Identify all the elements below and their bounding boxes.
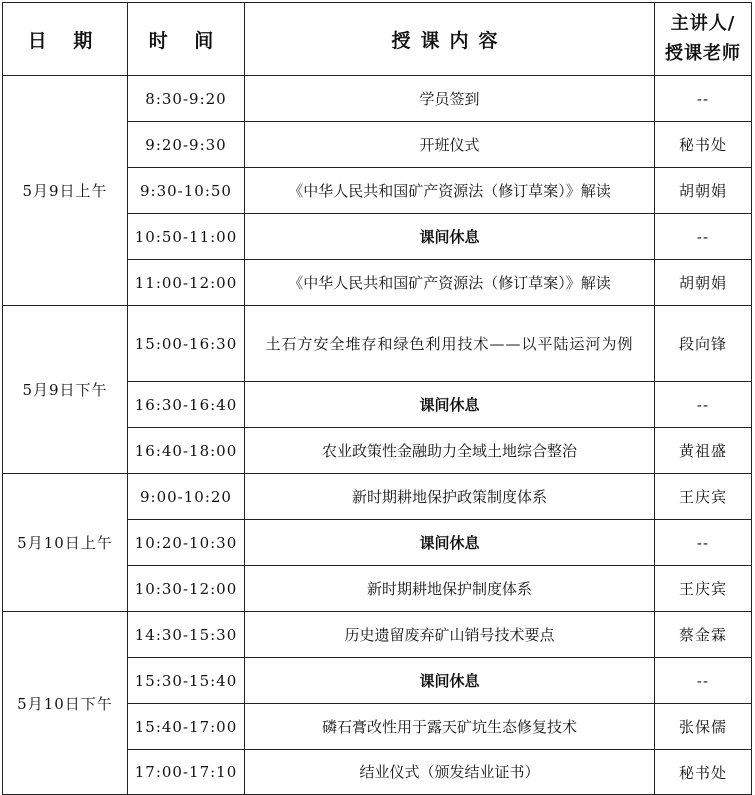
- header-time: 时 间: [128, 3, 245, 76]
- session-content-text: 磷石膏改性用于露天矿坑生态修复技术: [321, 717, 577, 736]
- session-lecturer: --: [655, 76, 752, 122]
- session-lecturer: 秘书处: [655, 750, 752, 795]
- session-content-text: 新时期耕地保护制度体系: [366, 579, 532, 598]
- header-lecturer-line1: 主讲人/: [670, 13, 736, 34]
- session-content-text: 开班仪式: [419, 135, 480, 154]
- table-row: [3, 306, 752, 382]
- session-content: [245, 76, 655, 122]
- session-content-text: 历史遗留废弃矿山销号技术要点: [344, 625, 555, 644]
- session-content: [245, 260, 655, 306]
- session-lecturer: 黄祖盛: [655, 428, 752, 474]
- session-content: [245, 474, 655, 520]
- session-lecturer: 段向锋: [655, 306, 752, 382]
- session-content: [245, 306, 655, 382]
- session-date: 5月10日下午: [3, 612, 128, 795]
- session-content: [245, 566, 655, 612]
- header-content: 授课内容: [245, 3, 655, 76]
- session-lecturer: 张保儒: [655, 704, 752, 750]
- session-date: 5月9日下午: [3, 306, 128, 474]
- session-content: [245, 122, 655, 168]
- session-time: 10:50-11:00: [128, 214, 245, 260]
- session-content-text: 《中华人民共和国矿产资源法（修订草案）》解读: [288, 273, 611, 292]
- session-time: 16:30-16:40: [128, 382, 245, 428]
- session-content-text: 课间休息: [419, 227, 480, 246]
- session-time: 8:30-9:20: [128, 76, 245, 122]
- session-content: [245, 428, 655, 474]
- session-time: 11:00-12:00: [128, 260, 245, 306]
- table-row: [3, 76, 752, 122]
- session-time: 9:00-10:20: [128, 474, 245, 520]
- session-lecturer: --: [655, 520, 752, 566]
- table-row: [3, 612, 752, 658]
- session-content-text: 农业政策性金融助力全域土地综合整治: [321, 441, 577, 460]
- session-content: [245, 214, 655, 260]
- session-lecturer: --: [655, 658, 752, 704]
- session-content: [245, 750, 655, 795]
- session-content: [245, 168, 655, 214]
- session-content-text: 结业仪式（颁发结业证书）: [359, 763, 540, 781]
- session-time: 17:00-17:10: [128, 750, 245, 795]
- session-content: [245, 658, 655, 704]
- header-row: [3, 3, 752, 76]
- header-date: 日 期: [3, 3, 128, 76]
- session-content-text: 课间休息: [419, 395, 480, 414]
- session-time: 15:00-16:30: [128, 306, 245, 382]
- session-lecturer: 胡朝娟: [655, 260, 752, 306]
- session-lecturer: 王庆宾: [655, 566, 752, 612]
- session-content: [245, 382, 655, 428]
- table-row: [3, 474, 752, 520]
- session-content-text: 《中华人民共和国矿产资源法（修订草案）》解读: [288, 181, 611, 200]
- session-content-text: 新时期耕地保护政策制度体系: [351, 487, 547, 506]
- header-lecturer: [655, 3, 752, 76]
- session-date: 5月9日上午: [3, 76, 128, 306]
- session-lecturer: 秘书处: [655, 122, 752, 168]
- session-time: 15:40-17:00: [128, 704, 245, 750]
- session-content: [245, 520, 655, 566]
- session-lecturer: 胡朝娟: [655, 168, 752, 214]
- session-content-text: 课间休息: [419, 671, 480, 690]
- session-lecturer: --: [655, 382, 752, 428]
- session-lecturer: --: [655, 214, 752, 260]
- session-time: 14:30-15:30: [128, 612, 245, 658]
- session-date: 5月10日上午: [3, 474, 128, 612]
- header-lecturer-line2: 授课老师: [665, 43, 741, 64]
- session-content-text: 学员签到: [419, 89, 480, 108]
- session-lecturer: 王庆宾: [655, 474, 752, 520]
- schedule-table: [2, 2, 752, 795]
- session-time: 9:30-10:50: [128, 168, 245, 214]
- session-time: 15:30-15:40: [128, 658, 245, 704]
- session-content-text: 课间休息: [419, 533, 480, 552]
- session-lecturer: 蔡金霖: [655, 612, 752, 658]
- session-content: [245, 704, 655, 750]
- session-time: 9:20-9:30: [128, 122, 245, 168]
- session-time: 16:40-18:00: [128, 428, 245, 474]
- session-content-text: 土石方安全堆存和绿色利用技术——以平陆运河为例: [265, 334, 634, 353]
- session-time: 10:20-10:30: [128, 520, 245, 566]
- session-content: [245, 612, 655, 658]
- session-time: 10:30-12:00: [128, 566, 245, 612]
